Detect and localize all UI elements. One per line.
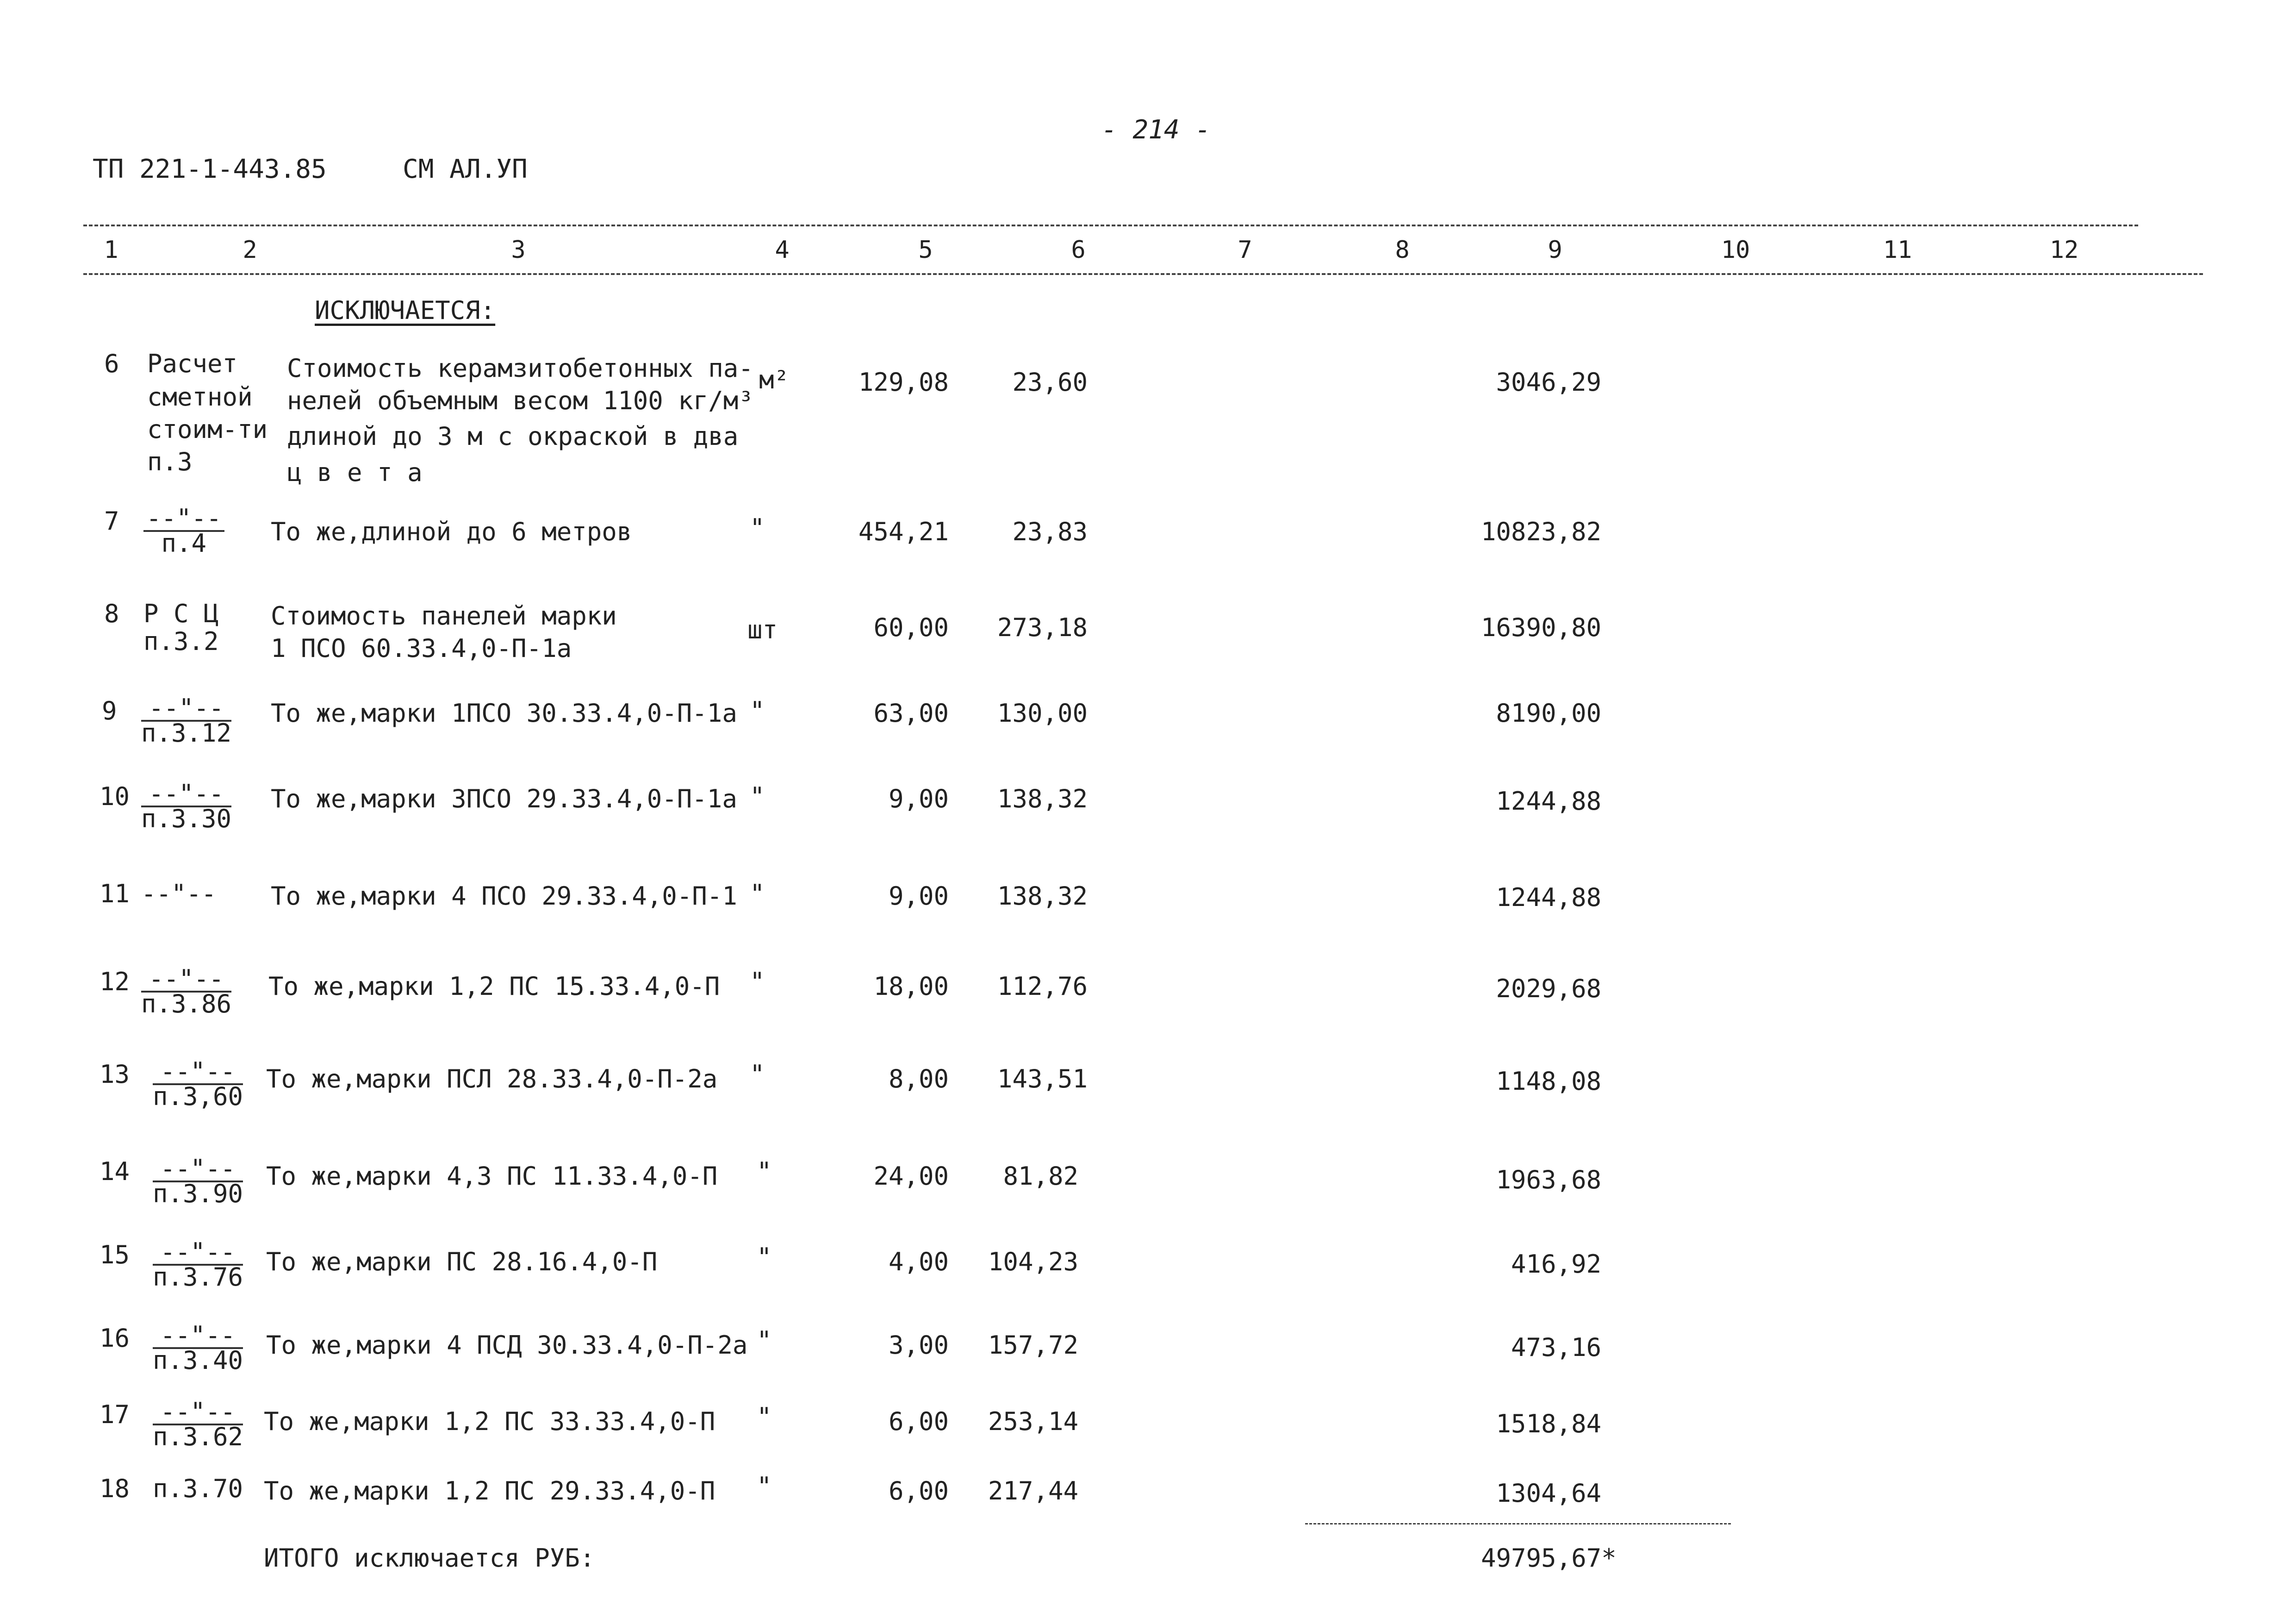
row-desc-line: То же,марки ПС 28.16.4,0-П [266,1247,658,1276]
row-desc-line: То же,марки 1ПСО 30.33.4,0-П-1а [271,699,737,728]
row-ref-line: Р С Ц [143,599,219,628]
row-desc-line: То же,марки 1,2 ПС 29.33.4,0-П [264,1476,716,1505]
row-ref-fraction [143,504,224,558]
row-unit: " [750,879,765,908]
row-unit-price: 138,32 [997,881,1088,911]
row-desc-line: То же,марки ПСЛ 28.33.4,0-П-2а [266,1064,718,1093]
row-total: 16390,80 [1481,613,1601,642]
total-label: ИТОГО исключается РУБ: [264,1543,595,1573]
row-ref-fraction [153,1321,243,1375]
row-unit: " [750,782,765,811]
ditto-mark: --"-- [141,782,231,807]
row-unit: " [757,1157,772,1186]
row-quantity: 4,00 [888,1247,949,1276]
row-number: 9 [102,696,117,725]
row-number: 18 [100,1474,130,1503]
row-ref-line: п.3.90 [153,1179,243,1208]
row-ref-line: п.3.2 [143,627,219,656]
row-quantity: 9,00 [888,784,949,813]
ditto-mark: --"-- [143,507,224,532]
row-desc-line: То же,марки 4 ПСД 30.33.4,0-П-2а [266,1330,748,1360]
column-header: 11 [1883,236,1912,264]
row-ref-line: сметной [147,382,253,412]
ditto-mark: --"-- [153,1060,243,1085]
row-unit: " [750,513,765,543]
row-unit-price: 138,32 [997,784,1088,813]
row-total: 1148,08 [1496,1067,1601,1096]
header-bottom-rule [83,273,2203,275]
row-number: 15 [100,1240,130,1269]
row-unit-price: 81,82 [1003,1162,1078,1191]
row-ref-fraction [153,1237,243,1292]
row-total: 1244,88 [1496,883,1601,912]
row-ref-line: п.3.76 [153,1262,243,1292]
row-total: 3046,29 [1496,368,1601,397]
row-ref-fraction [153,1057,243,1111]
row-number: 6 [104,349,119,378]
row-unit: " [757,1402,772,1431]
row-ref-line: п.3,60 [153,1082,243,1111]
row-ref-line: п.3.86 [141,989,232,1018]
row-desc-line: Стоимость керамзитобетонных па- [287,354,753,383]
row-ref-fraction [141,779,232,833]
row-desc-line: То же,марки 4 ПСО 29.33.4,0-П-1 [271,881,737,911]
row-unit-price: 143,51 [997,1064,1088,1093]
row-quantity: 18,00 [873,972,949,1001]
row-number: 7 [104,506,119,536]
row-quantity: 6,00 [888,1407,949,1436]
ditto-mark: --"-- [153,1400,243,1425]
row-ref-line: стоим-ти [147,415,268,444]
grand-total: 49795,67* [1481,1543,1617,1573]
document-code: ТП 221-1-443.85 [93,154,327,184]
header-top-rule [83,225,2138,226]
total-rule [1305,1523,1731,1524]
column-header: 6 [1071,236,1086,264]
row-ref-line: п.3.12 [141,718,232,748]
ditto-mark: --"-- [141,968,231,993]
row-total: 1304,64 [1496,1479,1601,1508]
column-header: 1 [104,236,118,264]
ditto-mark: --"-- [153,1157,243,1182]
ditto-mark: --"-- [153,1324,243,1349]
column-header: 7 [1238,236,1252,264]
row-number: 14 [100,1157,130,1186]
row-quantity: 6,00 [888,1476,949,1505]
column-header: 2 [243,236,257,264]
row-unit-price: 23,60 [1012,368,1088,397]
row-unit-price: 130,00 [997,699,1088,728]
row-unit-price: 104,23 [988,1247,1078,1276]
row-number: 17 [100,1400,130,1429]
row-total: 473,16 [1511,1333,1601,1362]
row-desc-line: 1 ПСО 60.33.4,0-П-1а [271,634,572,663]
row-ref-line: п.3.40 [153,1346,243,1375]
row-total: 1518,84 [1496,1409,1601,1438]
row-desc-line: длиной до 3 м с окраской в два [287,422,739,451]
column-header: 5 [918,236,933,264]
row-number: 10 [100,782,130,811]
row-unit-price: 23,83 [1012,517,1088,546]
row-desc-line: ц в е т а [287,458,423,487]
section-title: ИСКЛЮЧАЕТСЯ: [315,296,496,325]
row-number: 12 [100,967,130,996]
row-quantity: 24,00 [873,1162,949,1191]
row-ref-line: Расчет [147,349,238,378]
row-ref-line: п.3 [147,447,193,476]
row-ref-fraction [153,1397,243,1451]
row-quantity: 129,08 [858,368,949,397]
row-quantity: 9,00 [888,881,949,911]
row-desc-line: То же,марки 4,3 ПС 11.33.4,0-П [266,1162,718,1191]
row-ref-line: п.3.62 [153,1422,243,1451]
row-total: 1963,68 [1496,1165,1601,1194]
row-unit: " [750,1060,765,1089]
row-number: 11 [100,879,130,908]
row-unit: м² [759,365,790,394]
row-quantity: 454,21 [858,517,949,546]
row-unit-price: 273,18 [997,613,1088,642]
row-unit: " [757,1472,772,1501]
column-header: 4 [775,236,790,264]
row-unit-price: 253,14 [988,1407,1078,1436]
column-header: 9 [1548,236,1562,264]
row-unit: " [757,1326,772,1355]
ditto-mark: --"-- [153,1241,243,1266]
row-quantity: 60,00 [873,613,949,642]
column-header: 12 [2049,236,2079,264]
row-desc-line: нелей объемным весом 1100 кг/м³ [287,386,753,415]
column-header: 8 [1395,236,1410,264]
row-number: 8 [104,599,119,628]
row-quantity: 3,00 [888,1330,949,1360]
row-unit: " [750,967,765,996]
row-total: 10823,82 [1481,517,1601,546]
album-code: СМ АЛ.УП [403,154,528,184]
row-total: 8190,00 [1496,699,1601,728]
row-desc-line: То же,марки 1,2 ПС 15.33.4,0-П [268,972,720,1001]
row-number: 16 [100,1324,130,1353]
row-unit-price: 157,72 [988,1330,1078,1360]
row-ref-line: п.3.30 [141,804,232,833]
row-unit-price: 112,76 [997,972,1088,1001]
row-unit: " [750,696,765,725]
row-desc-line: То же,длиной до 6 метров [271,517,632,546]
row-desc-line: Стоимость панелей марки [271,601,617,631]
row-ref-fraction [153,1154,243,1208]
row-desc-line: То же,марки 3ПСО 29.33.4,0-П-1а [271,784,737,813]
row-ref-fraction [141,964,232,1018]
row-total: 1244,88 [1496,787,1601,816]
row-total: 416,92 [1511,1249,1601,1279]
ditto-mark: --"-- [141,879,217,908]
row-quantity: 8,00 [888,1064,949,1093]
row-total: 2029,68 [1496,974,1601,1003]
page-number: - 214 - [1101,115,1211,145]
column-header: 3 [511,236,526,264]
row-unit: " [757,1243,772,1272]
column-header: 10 [1721,236,1750,264]
row-ref-line: п.4 [161,529,207,558]
row-ref-line: п.3.70 [153,1474,243,1503]
row-ref-fraction [141,693,232,748]
row-unit-price: 217,44 [988,1476,1078,1505]
row-quantity: 63,00 [873,699,949,728]
row-desc-line: То же,марки 1,2 ПС 33.33.4,0-П [264,1407,716,1436]
ditto-mark: --"-- [141,697,231,722]
row-unit: шт [747,615,778,644]
row-number: 13 [100,1060,130,1089]
